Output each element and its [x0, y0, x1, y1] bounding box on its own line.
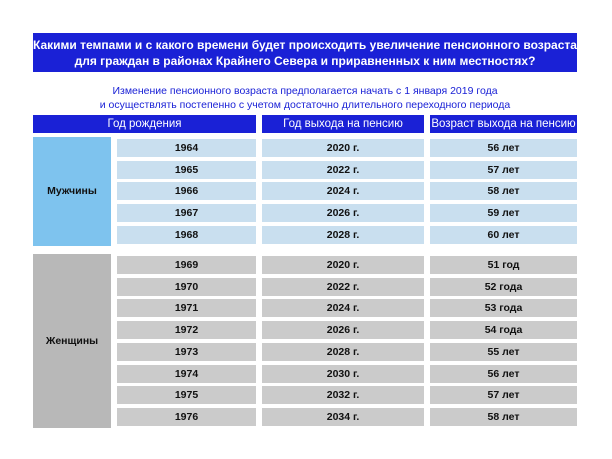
- retirement-year-cell: 2024 г.: [262, 182, 424, 200]
- birth-year-cell: 1965: [117, 161, 256, 179]
- retirement-age-cell: 60 лет: [430, 226, 577, 244]
- birth-year-cell: 1972: [117, 321, 256, 339]
- retirement-age-cell: 58 лет: [430, 408, 577, 426]
- subtitle: [33, 84, 577, 112]
- group-label-men: Мужчины: [33, 137, 111, 246]
- header-retirement-age: Возраст выхода на пенсию: [430, 115, 577, 133]
- retirement-age-cell: 59 лет: [430, 204, 577, 222]
- group-label-women: Женщины: [33, 254, 111, 428]
- retirement-age-cell: 56 лет: [430, 365, 577, 383]
- retirement-year-cell: 2030 г.: [262, 365, 424, 383]
- retirement-age-cell: 57 лет: [430, 386, 577, 404]
- birth-year-cell: 1964: [117, 139, 256, 157]
- retirement-year-cell: 2024 г.: [262, 299, 424, 317]
- header-retirement-year: Год выхода на пенсию: [262, 115, 424, 133]
- birth-year-cell: 1974: [117, 365, 256, 383]
- retirement-year-cell: 2028 г.: [262, 343, 424, 361]
- retirement-year-cell: 2026 г.: [262, 321, 424, 339]
- birth-year-cell: 1976: [117, 408, 256, 426]
- retirement-age-cell: 51 год: [430, 256, 577, 274]
- retirement-year-cell: 2032 г.: [262, 386, 424, 404]
- title-banner: [33, 33, 577, 72]
- birth-year-cell: 1975: [117, 386, 256, 404]
- retirement-age-cell: 56 лет: [430, 139, 577, 157]
- retirement-year-cell: 2022 г.: [262, 161, 424, 179]
- retirement-age-cell: 55 лет: [430, 343, 577, 361]
- retirement-age-cell: 58 лет: [430, 182, 577, 200]
- retirement-age-cell: 54 года: [430, 321, 577, 339]
- header-birth-year: Год рождения: [33, 115, 256, 133]
- retirement-year-cell: 2028 г.: [262, 226, 424, 244]
- subtitle-line-2: и осуществлять постепенно с учетом достаточно длительного переходного периода: [99, 99, 511, 111]
- retirement-age-cell: 57 лет: [430, 161, 577, 179]
- birth-year-cell: 1969: [117, 256, 256, 274]
- birth-year-cell: 1970: [117, 278, 256, 296]
- birth-year-cell: 1967: [117, 204, 256, 222]
- retirement-year-cell: 2022 г.: [262, 278, 424, 296]
- retirement-year-cell: 2026 г.: [262, 204, 424, 222]
- birth-year-cell: 1966: [117, 182, 256, 200]
- subtitle-line-1: Изменение пенсионного возраста предполагается начать с 1 января 2019 года: [112, 85, 498, 97]
- retirement-age-cell: 53 года: [430, 299, 577, 317]
- retirement-year-cell: 2020 г.: [262, 139, 424, 157]
- retirement-year-cell: 2034 г.: [262, 408, 424, 426]
- birth-year-cell: 1971: [117, 299, 256, 317]
- birth-year-cell: 1973: [117, 343, 256, 361]
- title-line-2: для граждан в районах Крайнего Севера и приравненных к ним местностях?: [74, 53, 536, 68]
- birth-year-cell: 1968: [117, 226, 256, 244]
- retirement-age-cell: 52 года: [430, 278, 577, 296]
- retirement-year-cell: 2020 г.: [262, 256, 424, 274]
- title-line-1: Какими темпами и с какого времени будет происходить увеличение пенсионного возраста: [33, 37, 577, 52]
